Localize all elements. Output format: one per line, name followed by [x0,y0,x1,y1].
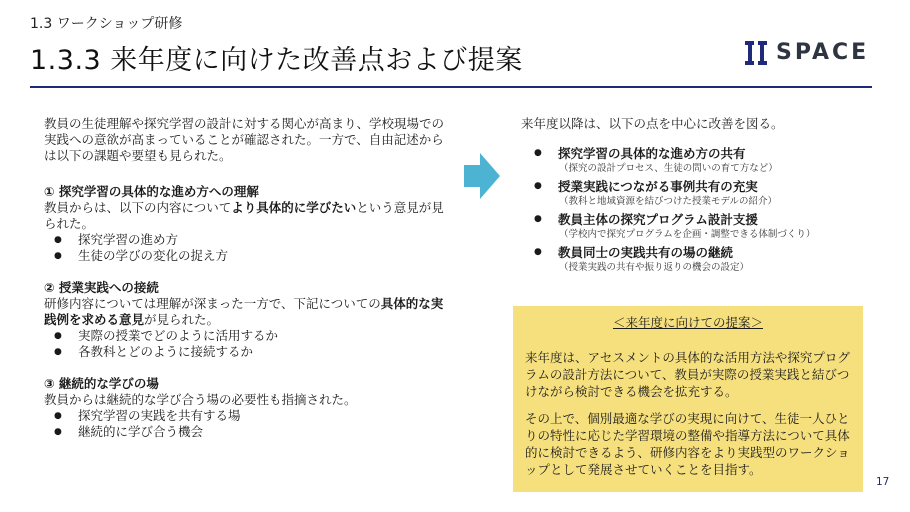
left-column [44,116,444,456]
section-body: 教員からは、以下の内容についてより具体的に学びたいという意見が見られた。 [44,200,444,231]
list-item: ● 実際の授業でどのように活用するか [44,328,444,344]
point-subtitle: （探究の設計プロセス、生徒の問いの育て方など） [559,163,778,174]
point-title: ● 探究学習の具体的な進め方の共有 [558,146,746,161]
logo [745,40,869,65]
page-title: 1.3.3 来年度に向けた改善点および提案 [30,45,523,76]
section-heading: ③ 継続的な学びの場 [44,376,159,391]
list-item: ● 探究学習の実践を共有する場 [44,408,444,424]
list-item [521,212,871,242]
bullet-list [44,328,444,360]
list-item: ● 各教科とどのように接続するか [44,344,444,360]
page-number: 17 [876,476,890,488]
space-logo-icon [745,41,767,65]
proposal-box [513,306,863,492]
right-arrow-icon [464,153,500,199]
point-subtitle: （授業実践の共有や振り返りの機会の設定） [559,262,750,273]
section-label: 1.3 ワークショップ研修 [30,16,183,32]
intro-text: 教員の生徒理解や探究学習の設計に対する関心が高まり、学校現場での実践への意欲が高まっていることが確認された。一方で、自由記述からは以下の課題や要望も見られた。 [44,116,445,163]
bullet-list [44,408,444,440]
issue-section-3 [44,376,444,440]
right-column [521,114,871,278]
section-heading: ② 授業実践への接続 [44,280,159,295]
bullet-list [44,232,444,264]
list-item [521,179,871,209]
issue-section-1 [44,184,444,264]
list-item [521,245,871,275]
section-body: 教員からは継続的な学び合う場の必要性も指摘された。 [44,392,357,407]
proposal-heading: ＜来年度に向けての提案＞ [612,315,763,330]
section-body: 研修内容については理解が深まった一方で、下記についての具体的な実践例を求める意見が見られた。 [44,296,444,327]
list-item: ● 継続的に学び合う機会 [44,424,444,440]
proposal-paragraph: その上で、個別最適な学びの実現に向けて、生徒一人ひとりの特性に応じた学習環境の整備や指導方法について具体的に検討できるよう、研修内容をより実践型のワークショップとして発展させていくことを目指す。 [525,411,850,477]
point-subtitle: （教科と地域資源を結びつけた授業モデルの紹介） [559,196,778,207]
issue-section-2 [44,280,444,360]
list-item [521,146,871,176]
lead-text: 来年度以降は、以下の点を中心に改善を図る。 [521,116,784,131]
section-heading: ① 探究学習の具体的な進め方への理解 [44,184,259,199]
improvement-list [521,146,871,275]
point-title: ● 教員同士の実践共有の場の継続 [558,245,734,260]
list-item: ● 探究学習の進め方 [44,232,444,248]
list-item: ● 生徒の学びの変化の捉え方 [44,248,444,264]
point-title: ● 教員主体の探究プログラム設計支援 [558,212,758,227]
logo-text: SPACE [776,40,870,65]
title-rule [30,86,872,88]
point-subtitle: （学校内で探究プログラムを企画・調整できる体制づくり） [559,229,816,240]
point-title: ● 授業実践につながる事例共有の充実 [558,179,758,194]
proposal-paragraph: 来年度は、アセスメントの具体的な活用方法や探究プログラムの設計方法について、教員が実際の授業実践と結びつけながら検討できる機会を拡充する。 [525,350,850,399]
